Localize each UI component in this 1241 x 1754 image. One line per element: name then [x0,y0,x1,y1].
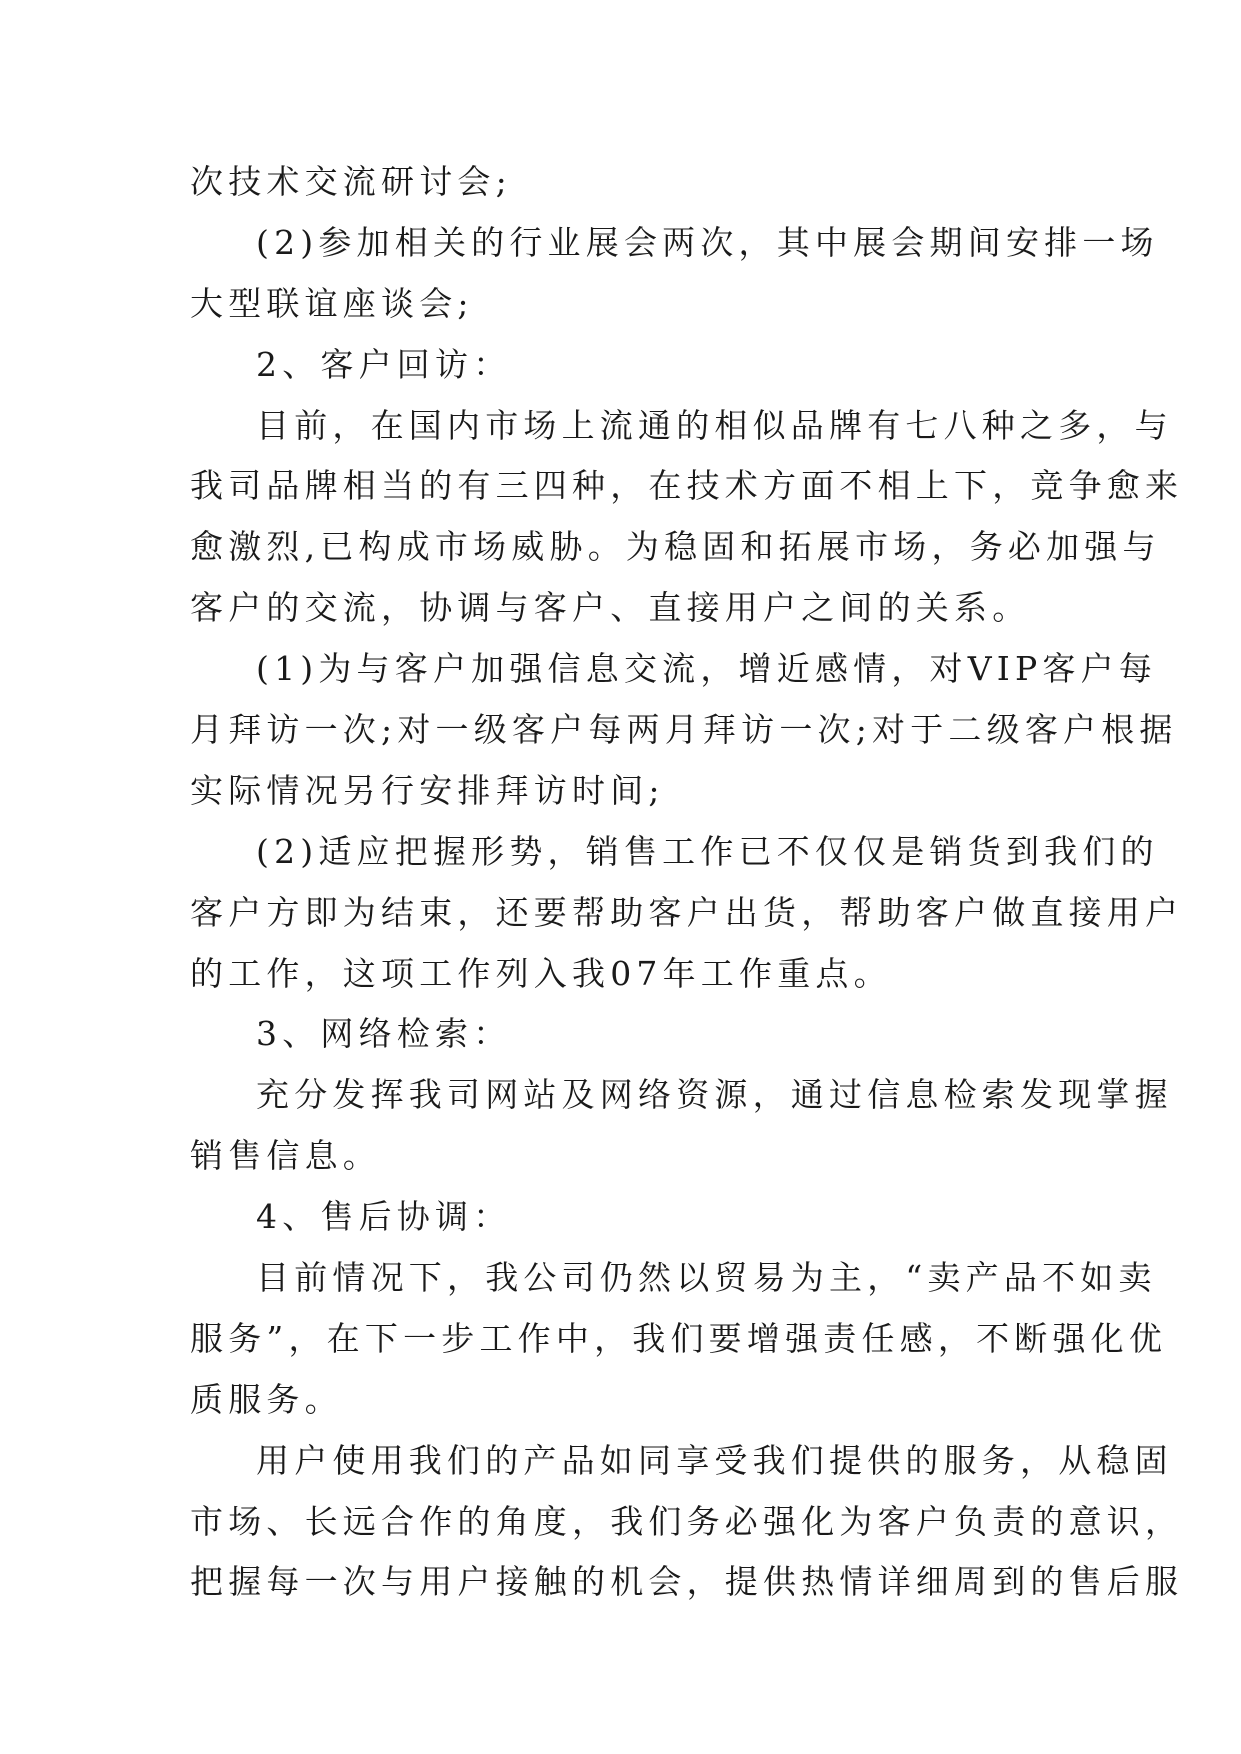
section-heading: 2、客户回访： [256,344,512,384]
text-line: 目前，在国内市场上流通的相似品牌有七八种之多，与 [256,405,1173,445]
text-line: 充分发挥我司网站及网络资源，通过信息检索发现掌握 [256,1075,1173,1115]
text-line: 销售信息。 [190,1136,381,1176]
text-line: 质服务。 [190,1379,343,1419]
section-heading: 3、网络检索： [256,1014,512,1054]
section-heading: 4、售后协调： [256,1197,512,1237]
body-text [190,152,1184,1613]
text-line: 市场、长远合作的角度，我们务必强化为客户负责的意识， [190,1501,1184,1541]
text-line: (2)适应把握形势，销售工作已不仅仅是销货到我们的 [256,831,1159,871]
text-line: 把握每一次与用户接触的机会，提供热情详细周到的售后服 [190,1562,1184,1602]
text-line: 客户方即为结束，还要帮助客户出货，帮助客户做直接用户 [190,892,1184,932]
text-line: 我司品牌相当的有三四种，在技术方面不相上下，竞争愈来 [190,466,1184,506]
text-line: 的工作，这项工作列入我07年工作重点。 [190,953,892,993]
text-line: (1)为与客户加强信息交流，增近感情，对VIP客户每 [256,649,1158,689]
text-line: 目前情况下，我公司仍然以贸易为主，“卖产品不如卖 [256,1258,1157,1298]
text-line: (2)参加相关的行业展会两次，其中展会期间安排一场 [256,222,1159,262]
text-line: 月拜访一次;对一级客户每两月拜访一次;对于二级客户根据 [190,710,1178,750]
text-line: 用户使用我们的产品如同享受我们提供的服务，从稳固 [256,1440,1173,1480]
text-line: 愈激烈,已构成市场威胁。为稳固和拓展市场，务必加强与 [190,527,1161,567]
text-line: 客户的交流，协调与客户、直接用户之间的关系。 [190,588,1031,628]
text-line: 服务”，在下一步工作中，我们要增强责任感，不断强化优 [190,1318,1168,1358]
text-line: 次技术交流研讨会; [190,162,512,201]
text-line: 实际情况另行安排拜访时间; [190,770,665,810]
text-line: 大型联谊座谈会; [190,283,474,323]
